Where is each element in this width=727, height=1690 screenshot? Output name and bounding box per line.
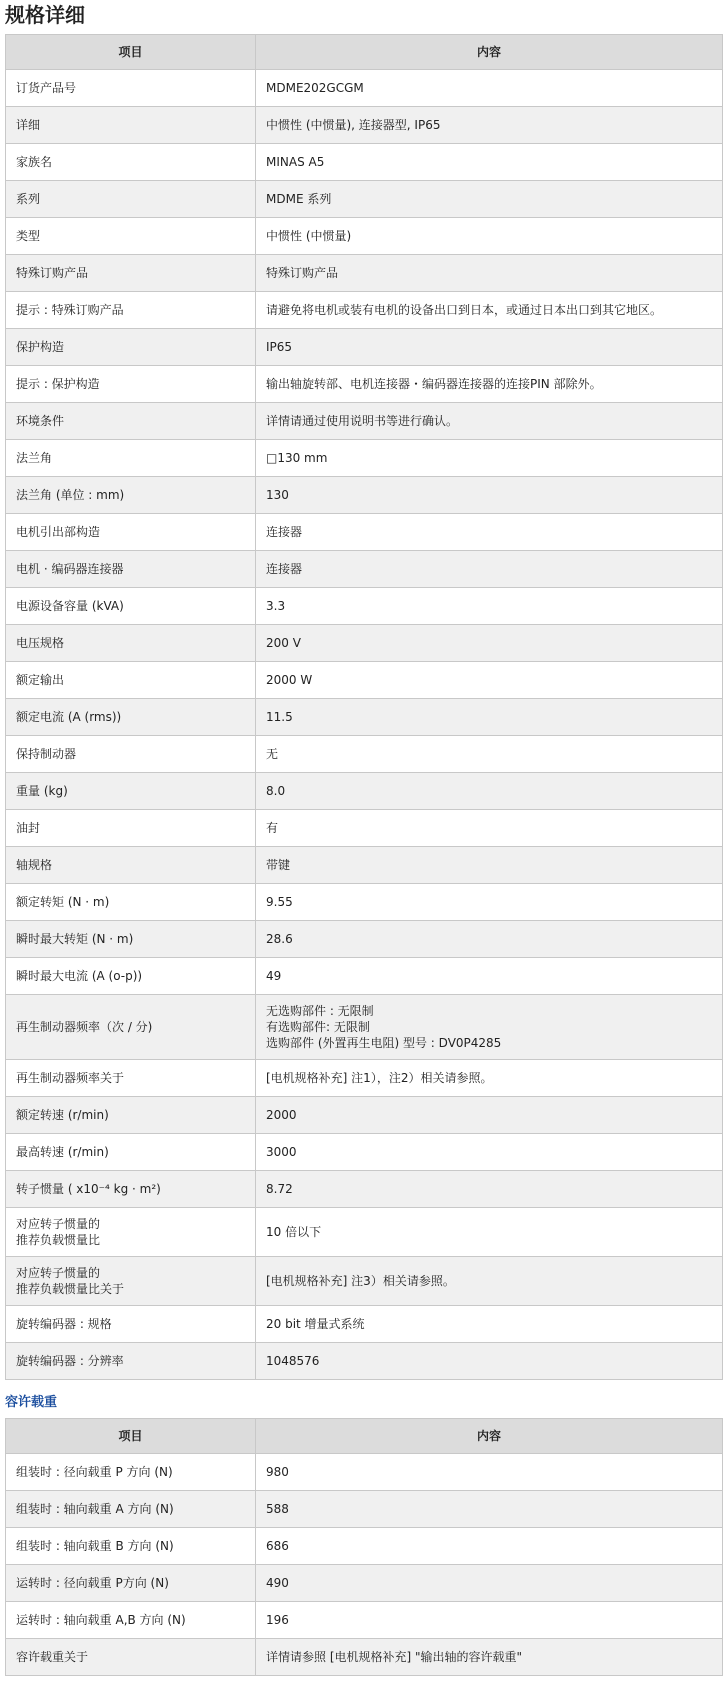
row-content-line: 8.72 bbox=[266, 1182, 293, 1196]
row-content-cell bbox=[256, 1491, 723, 1528]
load-table bbox=[5, 1418, 723, 1676]
row-item-cell: 环境条件 bbox=[6, 403, 256, 440]
row-content-cell bbox=[256, 625, 723, 662]
table-row bbox=[6, 440, 723, 477]
row-content-cell bbox=[256, 403, 723, 440]
row-item-cell: 瞬时最大电流 (A (o-p)) bbox=[6, 958, 256, 995]
table-row bbox=[6, 514, 723, 551]
row-content-line: 详情请通过使用说明书等进行确认。 bbox=[266, 414, 459, 428]
row-item-cell: 容许载重关于 bbox=[6, 1639, 256, 1676]
row-content-cell bbox=[256, 921, 723, 958]
row-item-cell: 提示 : 特殊订购产品 bbox=[6, 292, 256, 329]
table-row bbox=[6, 810, 723, 847]
row-content-line: 请避免将电机或装有电机的设备出口到日本，或通过日本出口到其它地区。 bbox=[266, 303, 663, 317]
row-content-cell bbox=[256, 1208, 723, 1257]
row-item-cell: 电机 · 编码器连接器 bbox=[6, 551, 256, 588]
row-item-cell: 订货产品号 bbox=[6, 70, 256, 107]
row-item-cell: 法兰角 (单位 : mm) bbox=[6, 477, 256, 514]
row-item-line: 对应转子惯量的 bbox=[16, 1217, 101, 1231]
row-content-line: 2000 bbox=[266, 1108, 297, 1122]
row-content-line: 无选购部件 : 无限制 bbox=[266, 1004, 374, 1018]
row-content-cell bbox=[256, 366, 723, 403]
table-row bbox=[6, 255, 723, 292]
row-content-cell bbox=[256, 1565, 723, 1602]
row-item-cell: 保持制动器 bbox=[6, 736, 256, 773]
table-row bbox=[6, 1208, 723, 1257]
row-item-cell: 油封 bbox=[6, 810, 256, 847]
row-item-cell: 轴规格 bbox=[6, 847, 256, 884]
row-content-line: 无 bbox=[266, 747, 279, 761]
row-content-line: 选购部件 (外置再生电阻) 型号 : DV0P4285 bbox=[266, 1036, 502, 1050]
table-row bbox=[6, 1639, 723, 1676]
row-content-line: 连接器 bbox=[266, 525, 303, 539]
row-item-cell: 电压规格 bbox=[6, 625, 256, 662]
row-item-cell: 额定电流 (A (rms)) bbox=[6, 699, 256, 736]
row-content-cell bbox=[256, 773, 723, 810]
table-row bbox=[6, 1343, 723, 1380]
row-content-cell bbox=[256, 218, 723, 255]
row-item-cell: 组装时 : 轴向载重 B 方向 (N) bbox=[6, 1528, 256, 1565]
table-row bbox=[6, 699, 723, 736]
row-content-cell bbox=[256, 107, 723, 144]
table-row bbox=[6, 1060, 723, 1097]
table-row bbox=[6, 329, 723, 366]
row-content-cell bbox=[256, 1639, 723, 1676]
row-item-cell: 重量 (kg) bbox=[6, 773, 256, 810]
row-content-cell bbox=[256, 699, 723, 736]
row-content-cell bbox=[256, 1454, 723, 1491]
table-row bbox=[6, 1171, 723, 1208]
row-content-line: 980 bbox=[266, 1465, 289, 1479]
row-content-line: [电机规格补充] 注3）相关请参照。 bbox=[266, 1274, 455, 1288]
row-content-cell bbox=[256, 736, 723, 773]
row-content-line: 输出轴旋转部、电机连接器・编码器连接器的连接PIN 部除外。 bbox=[266, 377, 602, 391]
table-row bbox=[6, 144, 723, 181]
table-row bbox=[6, 736, 723, 773]
row-content-cell bbox=[256, 255, 723, 292]
row-content-cell bbox=[256, 1306, 723, 1343]
row-content-line: 11.5 bbox=[266, 710, 293, 724]
row-item-cell: 详细 bbox=[6, 107, 256, 144]
row-item-cell: 特殊订购产品 bbox=[6, 255, 256, 292]
row-content-line: 9.55 bbox=[266, 895, 293, 909]
table-row bbox=[6, 403, 723, 440]
row-item-cell: 额定转矩 (N · m) bbox=[6, 884, 256, 921]
table-row bbox=[6, 292, 723, 329]
table-row bbox=[6, 70, 723, 107]
spec-table-body bbox=[6, 70, 723, 1380]
page-title: 规格详细 bbox=[5, 3, 85, 27]
row-item-cell: 转子惯量 ( x10⁻⁴ kg · m²) bbox=[6, 1171, 256, 1208]
load-table-body bbox=[6, 1454, 723, 1676]
row-item-cell: 系列 bbox=[6, 181, 256, 218]
row-item-cell: 家族名 bbox=[6, 144, 256, 181]
row-item-cell: 额定输出 bbox=[6, 662, 256, 699]
row-content-cell bbox=[256, 884, 723, 921]
row-item-cell: 旋转编码器 : 规格 bbox=[6, 1306, 256, 1343]
table-row bbox=[6, 625, 723, 662]
row-item-line: 推荐负载惯量比 bbox=[16, 1233, 101, 1247]
table-row bbox=[6, 1491, 723, 1528]
row-item-cell bbox=[6, 1208, 256, 1257]
row-item-cell: 最高转速 (r/min) bbox=[6, 1134, 256, 1171]
row-content-line: 有选购部件: 无限制 bbox=[266, 1020, 370, 1034]
row-item-cell: 类型 bbox=[6, 218, 256, 255]
row-content-cell bbox=[256, 477, 723, 514]
table-row bbox=[6, 551, 723, 588]
row-content-cell bbox=[256, 1060, 723, 1097]
spec-table-header-content: 内容 bbox=[256, 35, 723, 70]
row-item-cell: 再生制动器频率关于 bbox=[6, 1060, 256, 1097]
table-row bbox=[6, 477, 723, 514]
row-content-line: 带键 bbox=[266, 858, 291, 872]
row-content-cell bbox=[256, 181, 723, 218]
row-content-line: 3000 bbox=[266, 1145, 297, 1159]
row-content-line: 有 bbox=[266, 821, 279, 835]
row-content-line: [电机规格补充] 注1），注2）相关请参照。 bbox=[266, 1071, 493, 1085]
row-content-line: 1048576 bbox=[266, 1354, 320, 1368]
row-content-cell bbox=[256, 847, 723, 884]
table-row bbox=[6, 1528, 723, 1565]
row-content-cell bbox=[256, 1528, 723, 1565]
row-content-line: 588 bbox=[266, 1502, 289, 1516]
table-row bbox=[6, 1306, 723, 1343]
table-row bbox=[6, 1454, 723, 1491]
row-content-line: □130 mm bbox=[266, 451, 328, 465]
row-content-line: 28.6 bbox=[266, 932, 293, 946]
row-item-cell: 电源设备容量 (kVA) bbox=[6, 588, 256, 625]
row-content-line: 连接器 bbox=[266, 562, 303, 576]
row-content-line: 详情请参照 [电机规格补充] "输出轴的容许载重" bbox=[266, 1650, 523, 1664]
row-content-cell bbox=[256, 144, 723, 181]
row-content-cell bbox=[256, 1097, 723, 1134]
table-row bbox=[6, 921, 723, 958]
table-row bbox=[6, 773, 723, 810]
table-row bbox=[6, 958, 723, 995]
row-item-cell: 再生制动器频率（次 / 分) bbox=[6, 995, 256, 1060]
row-content-cell bbox=[256, 1257, 723, 1306]
row-content-line: 中惯性 (中惯量) bbox=[266, 229, 352, 243]
row-content-line: 2000 W bbox=[266, 673, 313, 687]
row-content-line: MDME 系列 bbox=[266, 192, 332, 206]
row-content-cell bbox=[256, 292, 723, 329]
load-table-header-row bbox=[6, 1419, 723, 1454]
row-content-line: 200 V bbox=[266, 636, 301, 650]
row-content-line: 3.3 bbox=[266, 599, 286, 613]
row-content-line: MINAS A5 bbox=[266, 155, 325, 169]
row-content-cell bbox=[256, 1602, 723, 1639]
row-content-cell bbox=[256, 588, 723, 625]
table-row bbox=[6, 1602, 723, 1639]
row-item-cell: 额定转速 (r/min) bbox=[6, 1097, 256, 1134]
row-item-cell: 运转时 : 轴向载重 A,B 方向 (N) bbox=[6, 1602, 256, 1639]
table-row bbox=[6, 884, 723, 921]
load-table-header-item: 项目 bbox=[6, 1419, 256, 1454]
table-row bbox=[6, 181, 723, 218]
row-content-line: 10 倍以下 bbox=[266, 1225, 322, 1239]
row-item-cell: 组装时 : 轴向载重 A 方向 (N) bbox=[6, 1491, 256, 1528]
row-content-cell bbox=[256, 1343, 723, 1380]
row-content-cell bbox=[256, 1171, 723, 1208]
table-row bbox=[6, 1097, 723, 1134]
row-content-line: 686 bbox=[266, 1539, 289, 1553]
table-row bbox=[6, 107, 723, 144]
row-content-cell bbox=[256, 995, 723, 1060]
row-content-line: 196 bbox=[266, 1613, 289, 1627]
row-content-cell bbox=[256, 810, 723, 847]
row-content-line: 130 bbox=[266, 488, 289, 502]
table-row bbox=[6, 218, 723, 255]
load-table-header-content: 内容 bbox=[256, 1419, 723, 1454]
table-row bbox=[6, 588, 723, 625]
row-content-line: 8.0 bbox=[266, 784, 286, 798]
row-content-line: 490 bbox=[266, 1576, 289, 1590]
spec-table bbox=[5, 34, 723, 1380]
row-item-cell: 法兰角 bbox=[6, 440, 256, 477]
row-content-cell bbox=[256, 551, 723, 588]
row-content-cell bbox=[256, 1134, 723, 1171]
row-content-line: 中惯性 (中惯量), 连接器型, IP65 bbox=[266, 118, 441, 132]
row-item-line: 对应转子惯量的 bbox=[16, 1266, 101, 1280]
row-content-line: MDME202GCGM bbox=[266, 81, 364, 95]
row-content-cell bbox=[256, 329, 723, 366]
table-row bbox=[6, 366, 723, 403]
table-row bbox=[6, 995, 723, 1060]
row-content-line: 20 bit 增量式系统 bbox=[266, 1317, 365, 1331]
row-content-cell bbox=[256, 514, 723, 551]
row-content-cell bbox=[256, 958, 723, 995]
row-content-cell bbox=[256, 662, 723, 699]
row-content-cell bbox=[256, 440, 723, 477]
row-item-line: 推荐负载惯量比关于 bbox=[16, 1282, 125, 1296]
load-section-title: 容许载重 bbox=[5, 1395, 58, 1410]
row-content-cell bbox=[256, 70, 723, 107]
table-row bbox=[6, 1257, 723, 1306]
row-item-cell bbox=[6, 1257, 256, 1306]
row-content-line: 49 bbox=[266, 969, 282, 983]
table-row bbox=[6, 662, 723, 699]
row-item-cell: 瞬时最大转矩 (N · m) bbox=[6, 921, 256, 958]
spec-table-header-item: 项目 bbox=[6, 35, 256, 70]
table-row bbox=[6, 1134, 723, 1171]
row-item-cell: 运转时 : 径向载重 P方向 (N) bbox=[6, 1565, 256, 1602]
row-item-cell: 提示 : 保护构造 bbox=[6, 366, 256, 403]
row-item-cell: 电机引出部构造 bbox=[6, 514, 256, 551]
spec-table-header-row bbox=[6, 35, 723, 70]
row-item-cell: 组装时 : 径向载重 P 方向 (N) bbox=[6, 1454, 256, 1491]
table-row bbox=[6, 1565, 723, 1602]
row-content-line: 特殊订购产品 bbox=[266, 266, 339, 280]
row-item-cell: 旋转编码器 : 分辨率 bbox=[6, 1343, 256, 1380]
table-row bbox=[6, 847, 723, 884]
row-item-cell: 保护构造 bbox=[6, 329, 256, 366]
row-content-line: IP65 bbox=[266, 340, 293, 354]
